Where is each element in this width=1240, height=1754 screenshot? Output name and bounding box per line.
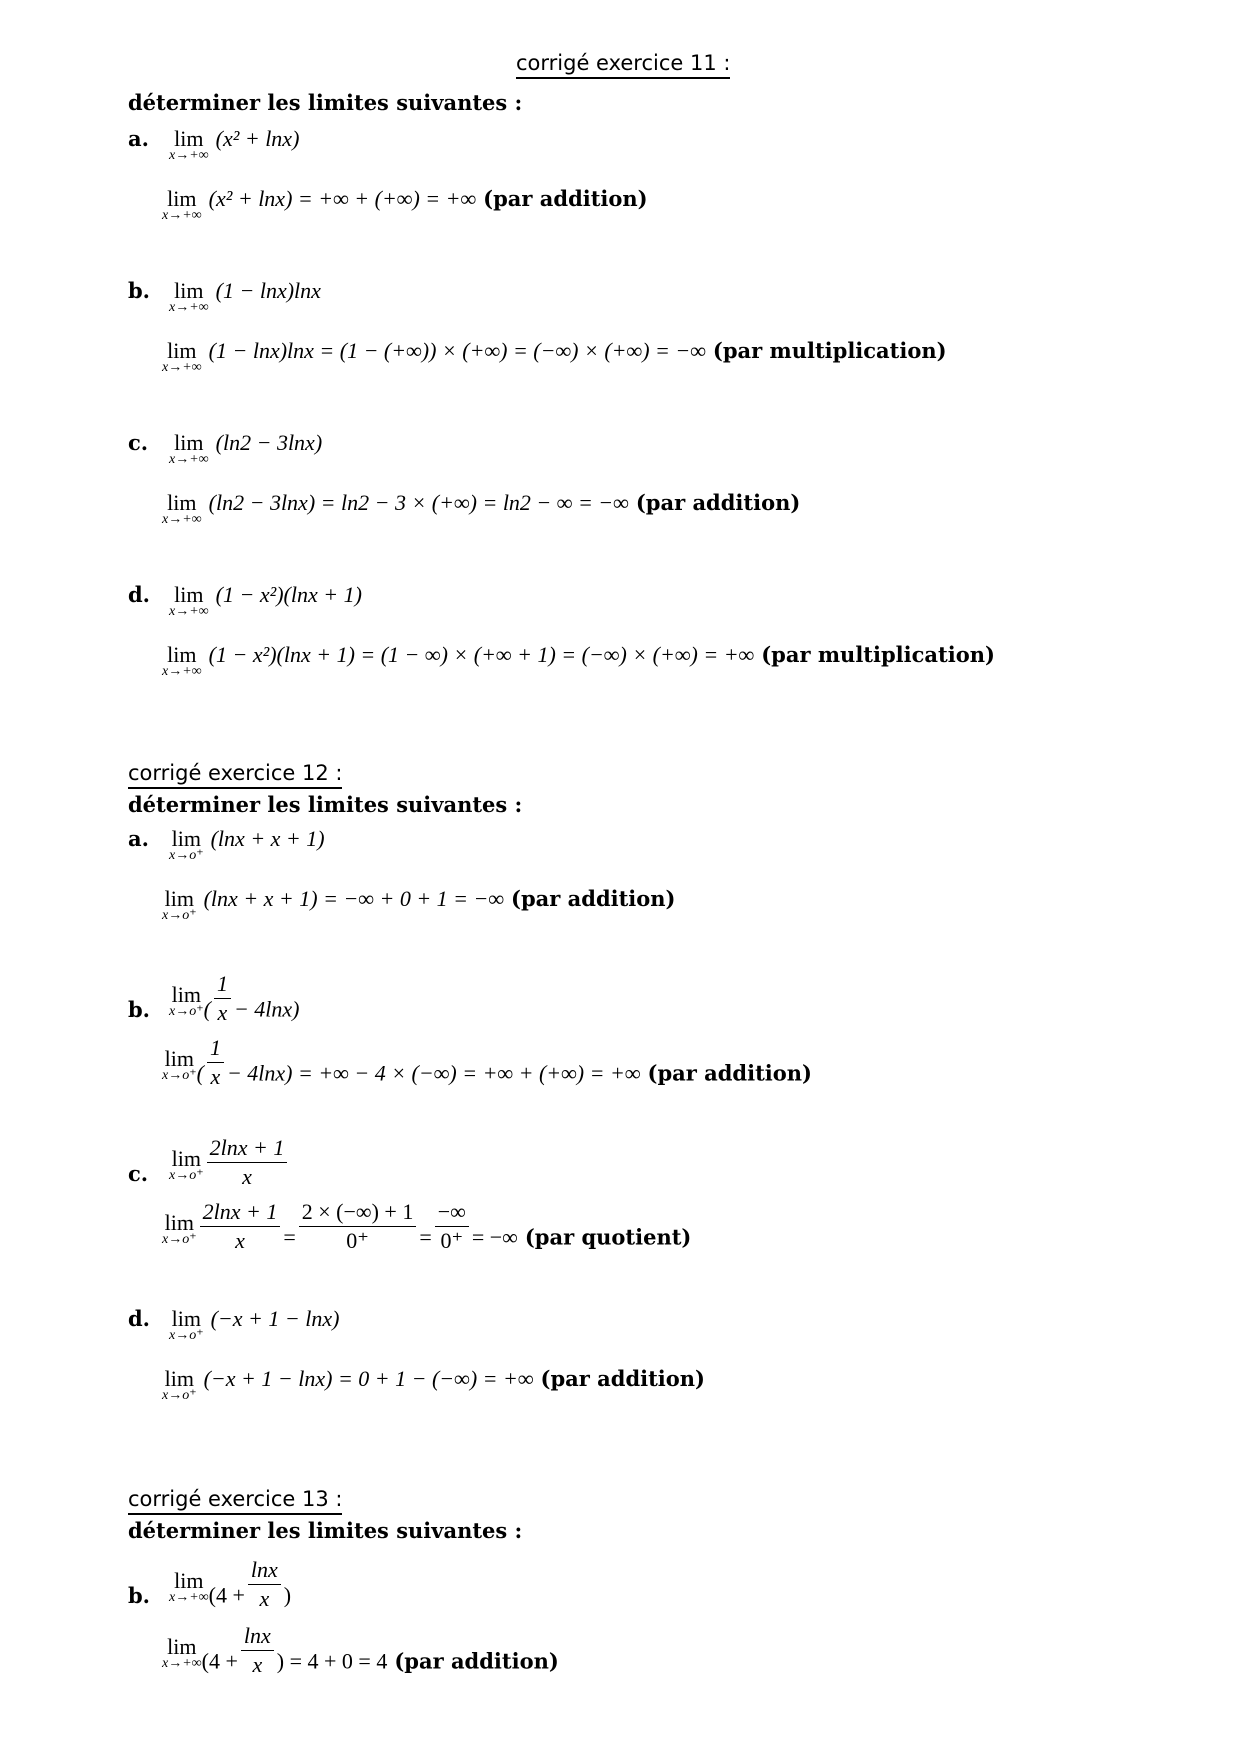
fraction-numerator: lnx	[241, 1622, 274, 1651]
exercise-11-title: corrigé exercice 11 :	[516, 50, 730, 79]
fraction-numerator: 2lnx + 1	[200, 1198, 281, 1227]
limit-operator: lim x→o⁺	[169, 1306, 204, 1343]
limit-computation: (−x + 1 − lnx) = 0 + 1 − (−∞) = +∞	[203, 1366, 534, 1391]
equals-sign: =	[283, 1224, 296, 1250]
justification: (par multiplication)	[761, 642, 995, 667]
equals-sign: =	[419, 1224, 432, 1250]
fraction	[435, 1198, 469, 1255]
ex11-c-question	[128, 430, 322, 467]
ex12-c-answer	[162, 1199, 692, 1267]
exercise-12-instruction: déterminer les limites suivantes :	[128, 792, 523, 817]
limit-computation: (ln2 − 3lnx) = ln2 − 3 × (+∞) = ln2 − ∞ = −∞	[208, 490, 629, 515]
fraction	[241, 1622, 274, 1679]
limit-operator: lim x→+∞	[169, 582, 209, 619]
fraction-denominator: 0⁺	[346, 1228, 369, 1253]
limit-operator: lim x→o⁺	[169, 982, 204, 1019]
ex12-c-question	[128, 1135, 290, 1203]
limit-operator: lim x→o⁺	[162, 1210, 197, 1247]
ex12-b-question	[128, 971, 300, 1039]
limit-operator: lim x→+∞	[169, 126, 209, 163]
ex11-b-question	[128, 278, 321, 315]
justification: (par quotient)	[524, 1224, 692, 1250]
limit-expression: (ln2 − 3lnx)	[215, 430, 323, 455]
limit-expression: (1 − lnx)lnx	[215, 278, 321, 303]
fraction-numerator: 2lnx + 1	[207, 1134, 288, 1163]
limit-operator: lim x→o⁺	[162, 1366, 197, 1403]
fraction-denominator: x	[217, 1000, 228, 1025]
ex12-a-question	[128, 826, 325, 863]
fraction-denominator: x	[210, 1064, 221, 1089]
limit-computation: (x² + lnx) = +∞ + (+∞) = +∞	[208, 186, 477, 211]
fraction-denominator: x	[235, 1228, 245, 1253]
ex11-b-answer	[162, 338, 947, 375]
open-expression: (4 +	[208, 1582, 245, 1608]
limit-expression: (lnx + x + 1)	[210, 826, 325, 851]
justification: (par addition)	[635, 490, 801, 515]
fraction-numerator: 1	[207, 1034, 224, 1063]
limit-operator: lim x→o⁺	[162, 1046, 197, 1083]
item-label: c.	[128, 1160, 149, 1186]
limit-computation: (lnx + x + 1) = −∞ + 0 + 1 = −∞	[203, 886, 505, 911]
fraction-numerator: −∞	[435, 1198, 469, 1227]
limit-expression: (x² + lnx)	[215, 126, 300, 151]
limit-operator: lim x→+∞	[169, 430, 209, 467]
justification: (par addition)	[511, 886, 676, 911]
justification: (par multiplication)	[712, 338, 947, 363]
item-label: b.	[128, 278, 150, 303]
exercise-11-instruction: déterminer les limites suivantes :	[128, 90, 523, 115]
limit-computation: ) = 4 + 0 = 4	[276, 1648, 388, 1674]
justification: (par addition)	[647, 1060, 812, 1086]
ex12-d-answer	[162, 1366, 705, 1403]
ex13-b-answer	[162, 1623, 559, 1691]
ex11-d-answer	[162, 642, 995, 679]
limit-operator: lim x→+∞	[162, 642, 202, 679]
justification: (par addition)	[394, 1648, 559, 1674]
fraction-numerator: 2 × (−∞) + 1	[299, 1198, 417, 1227]
limit-operator: lim x→+∞	[169, 1568, 209, 1605]
fraction	[299, 1198, 417, 1255]
limit-expression: )	[283, 1582, 292, 1608]
ex12-b-answer	[162, 1035, 812, 1103]
item-label: a.	[128, 126, 149, 151]
limit-operator: lim x→o⁺	[169, 1146, 204, 1183]
limit-expression: (1 − x²)(lnx + 1)	[215, 582, 362, 607]
limit-expression: (−x + 1 − lnx)	[210, 1306, 340, 1331]
open-paren: (	[203, 996, 211, 1022]
limit-computation: − 4lnx) = +∞ − 4 × (−∞) = +∞ + (+∞) = +∞	[226, 1060, 641, 1086]
fraction	[207, 1134, 288, 1191]
ex11-c-answer	[162, 490, 800, 527]
ex11-a-question	[128, 126, 299, 163]
limit-computation: (1 − x²)(lnx + 1) = (1 − ∞) × (+∞ + 1) = (−∞) × (+∞) = +∞	[208, 642, 755, 667]
exercise-13-instruction: déterminer les limites suivantes :	[128, 1518, 523, 1543]
limit-operator: lim x→+∞	[162, 1634, 202, 1671]
fraction-numerator: 1	[214, 970, 231, 999]
limit-operator: lim x→+∞	[169, 278, 209, 315]
open-paren: (	[196, 1060, 204, 1086]
item-label: b.	[128, 1582, 150, 1608]
limit-computation: (1 − lnx)lnx = (1 − (+∞)) × (+∞) = (−∞) × (+∞) = −∞	[208, 338, 706, 363]
fraction-denominator: x	[259, 1586, 270, 1611]
limit-operator: lim x→o⁺	[162, 886, 197, 923]
open-expression: (4 +	[201, 1648, 238, 1674]
fraction	[248, 1556, 281, 1613]
ex11-a-answer	[162, 186, 648, 223]
exercise-12-title: corrigé exercice 12 :	[128, 760, 342, 789]
limit-expression: − 4lnx)	[233, 996, 300, 1022]
fraction	[214, 970, 231, 1027]
item-label: d.	[128, 582, 150, 607]
fraction-denominator: x	[252, 1652, 263, 1677]
item-label: b.	[128, 996, 150, 1022]
ex13-b-question	[128, 1557, 292, 1625]
fraction-denominator: x	[242, 1164, 252, 1189]
fraction-numerator: lnx	[248, 1556, 281, 1585]
fraction	[200, 1198, 281, 1255]
exercise-13-title: corrigé exercice 13 :	[128, 1486, 342, 1515]
limit-operator: lim x→o⁺	[169, 826, 204, 863]
ex11-d-question	[128, 582, 362, 619]
justification: (par addition)	[483, 186, 648, 211]
item-label: d.	[128, 1306, 150, 1331]
ex12-d-question	[128, 1306, 339, 1343]
item-label: c.	[128, 430, 149, 455]
limit-operator: lim x→+∞	[162, 490, 202, 527]
fraction	[207, 1034, 224, 1091]
limit-operator: lim x→+∞	[162, 338, 202, 375]
justification: (par addition)	[540, 1366, 705, 1391]
item-label: a.	[128, 826, 149, 851]
limit-result: = −∞	[471, 1224, 518, 1250]
ex12-a-answer	[162, 886, 676, 923]
limit-operator: lim x→+∞	[162, 186, 202, 223]
fraction-denominator: 0⁺	[440, 1228, 464, 1253]
